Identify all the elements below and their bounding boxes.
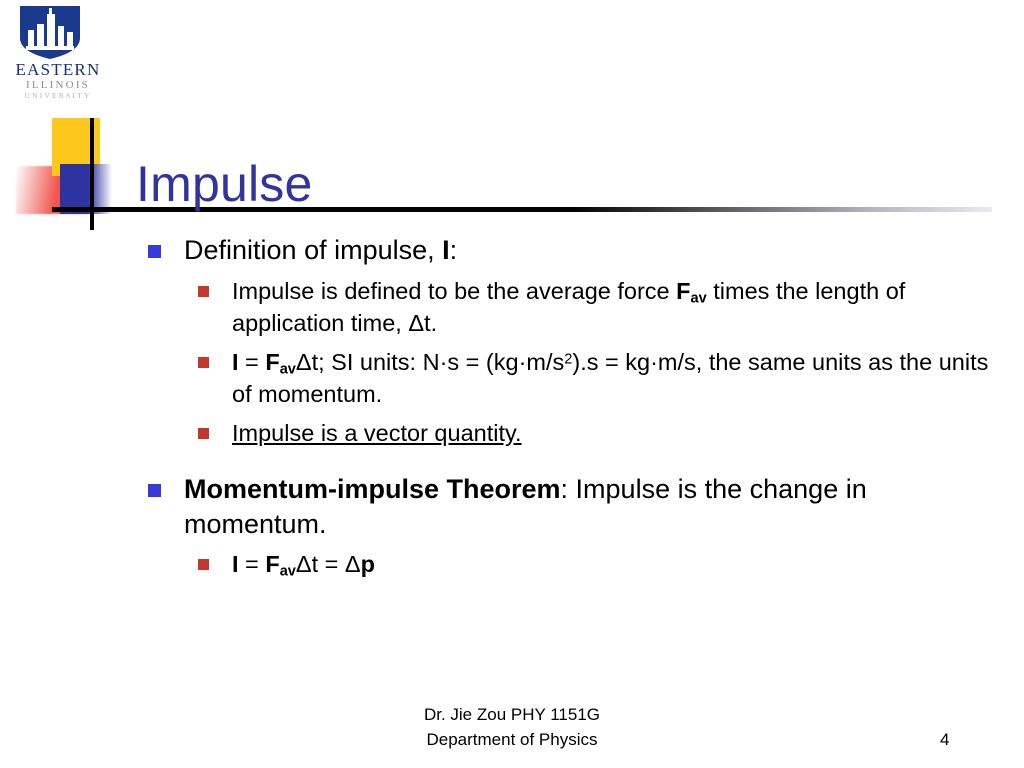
bullet-impulse-equation	[140, 549, 1000, 582]
slide-body	[140, 233, 1000, 588]
bullet-text: Impulse is a vector quantity.	[232, 419, 522, 446]
logo-text-eastern: EASTERN	[15, 60, 101, 79]
page-title: Impulse	[136, 155, 313, 212]
section-spacer	[140, 454, 1000, 472]
footer-department: Department of Physics	[426, 730, 598, 749]
square-bullet-icon	[198, 428, 209, 439]
bullet-definition-of-impulse	[140, 233, 1000, 268]
page-number: 4	[940, 730, 950, 749]
square-bullet-icon	[148, 484, 161, 497]
logo-text-university: UNIVERSITY	[24, 91, 92, 100]
square-bullet-icon	[198, 357, 209, 368]
bullet-text: Definition of impulse, I:	[184, 235, 458, 265]
square-bullet-icon	[198, 286, 209, 297]
logo-text-illinois: ILLINOIS	[25, 79, 91, 91]
bullet-impulse-si-units	[140, 347, 1000, 410]
bullet-impulse-is-vector-quantity	[140, 418, 1000, 449]
decoration-vertical-line	[90, 118, 94, 230]
bullet-text: Impulse is defined to be the average force $F_{av}$ times the length of application time, Δt.	[232, 277, 906, 337]
bullet-momentum-impulse-theorem	[140, 472, 1000, 541]
square-bullet-icon	[198, 559, 209, 570]
bullet-impulse-average-force-definition	[140, 276, 1000, 339]
university-logo	[6, 4, 110, 100]
bullet-text: $I = F_{av}\Delta t$; SI units: $N\cdot s = (kg\cdot m/s^2).s = kg\cdot m/s$, the same units as the units of momentum.	[232, 348, 989, 408]
shield-icon	[18, 4, 82, 60]
bullet-text: $I = F_{av}\Delta t = \Delta p$	[232, 551, 375, 581]
square-bullet-icon	[148, 245, 161, 258]
footer-author-course: Dr. Jie Zou PHY 1151G	[423, 705, 601, 724]
bullet-text: Momentum-impulse Theorem: Impulse is the change in momentum.	[184, 474, 867, 539]
